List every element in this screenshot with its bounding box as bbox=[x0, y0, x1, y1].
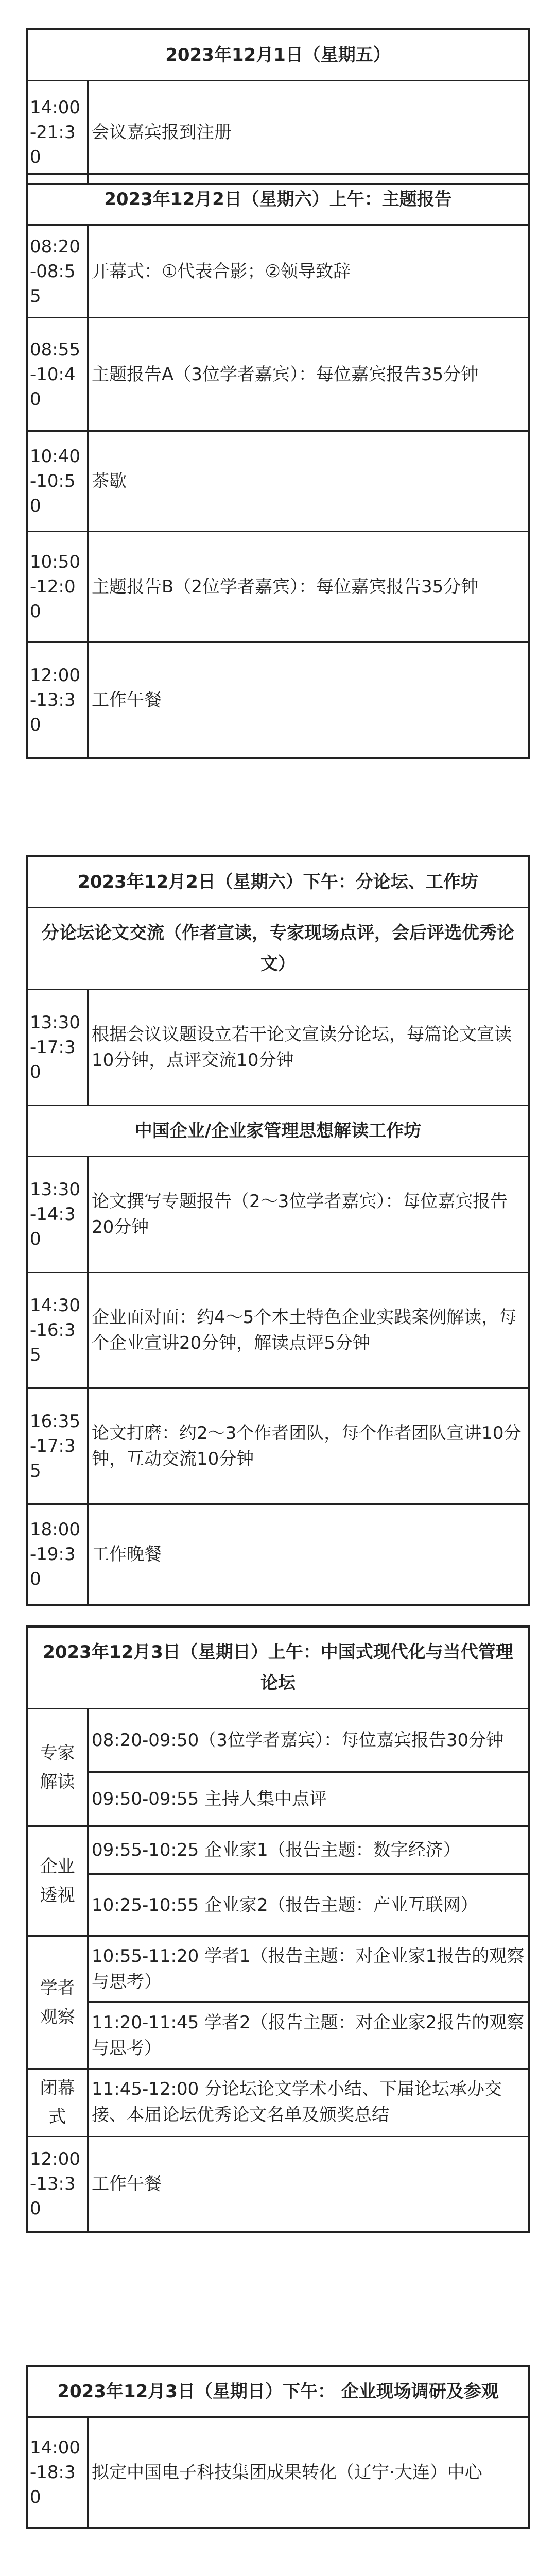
agenda-group bbox=[28, 2068, 528, 2136]
agenda-block-day3-am bbox=[26, 1625, 530, 2233]
group-item: 10:55-11:20 学者1（报告主题：对企业家1报告的观察与思考） bbox=[92, 1945, 525, 1992]
agenda-row bbox=[28, 641, 528, 757]
time-cell: 13:30-17:30 bbox=[28, 990, 89, 1105]
section-header: 2023年12月1日（星期五） bbox=[165, 45, 391, 65]
section-header: 2023年12月3日（星期日）下午： 企业现场调研及参观 bbox=[57, 2381, 499, 2402]
time-cell: 12:00-13:30 bbox=[28, 643, 89, 757]
time-cell: 08:20-08:55 bbox=[28, 226, 89, 317]
content-cell: 论文撰写专题报告（2～3位学者嘉宾）：每位嘉宾报告20分钟 bbox=[92, 1191, 508, 1238]
content-cell: 企业面对面：约4～5个本土特色企业实践案例解读，每个企业宣讲20分钟，解读点评5分钟 bbox=[92, 1307, 517, 1353]
group-item: 11:20-11:45 学者2（报告主题：对企业家2报告的观察与思考） bbox=[89, 2001, 528, 2068]
group-items bbox=[89, 2070, 528, 2136]
time-cell: 14:30-16:35 bbox=[28, 1273, 89, 1387]
agenda-row bbox=[28, 224, 528, 317]
content-cell: 开幕式：①代表合影；②领导致辞 bbox=[92, 261, 351, 282]
group-label: 专家解读 bbox=[28, 1709, 89, 1825]
agenda-block-day3-pm bbox=[26, 2365, 530, 2529]
group-item: 11:45-12:00 分论坛论文学术小结、下届论坛承办交接、本届论坛优秀论文名单及颁奖总结 bbox=[92, 2078, 502, 2125]
time-cell: 14:00-18:30 bbox=[28, 2418, 89, 2527]
agenda-row bbox=[28, 1156, 528, 1272]
group-items bbox=[89, 1709, 528, 1825]
agenda-group bbox=[28, 1825, 528, 1935]
content-cell: 根据会议议题设立若干论文宣读分论坛，每篇论文宣读10分钟，点评交流10分钟 bbox=[92, 1024, 512, 1071]
section-header: 2023年12月2日（星期六）下午：分论坛、工作坊 bbox=[78, 872, 478, 892]
group-item: 09:50-09:55 主持人集中点评 bbox=[89, 1771, 528, 1825]
time-cell: 08:55-10:40 bbox=[28, 318, 89, 430]
agenda-row bbox=[28, 430, 528, 531]
content-cell: 工作晚餐 bbox=[92, 1544, 162, 1565]
group-items bbox=[89, 1827, 528, 1935]
content-cell: 工作午餐 bbox=[92, 690, 162, 710]
time-cell: 12:00-13:30 bbox=[28, 2137, 89, 2231]
time-cell: 16:35-17:35 bbox=[28, 1389, 89, 1503]
content-cell: 工作午餐 bbox=[92, 2174, 162, 2194]
group-item: 09:55-10:25 企业家1（报告主题：数字经济） bbox=[92, 1840, 461, 1860]
group-label: 企业透视 bbox=[28, 1827, 89, 1935]
group-item: 08:20-09:50（3位学者嘉宾）：每位嘉宾报告30分钟 bbox=[92, 1730, 504, 1751]
agenda-group bbox=[28, 1708, 528, 1825]
agenda-row bbox=[28, 531, 528, 641]
agenda-row bbox=[28, 2136, 528, 2231]
group-label: 闭幕式 bbox=[28, 2070, 89, 2136]
group-label: 学者观察 bbox=[28, 1937, 89, 2068]
group-items bbox=[89, 1937, 528, 2068]
agenda-row bbox=[28, 1503, 528, 1604]
section-header: 2023年12月2日（星期六）上午：主题报告 bbox=[104, 189, 452, 210]
time-cell: 10:50-12:00 bbox=[28, 532, 89, 641]
agenda-block-day2-am bbox=[26, 173, 530, 759]
subsection-header: 中国企业/企业家管理思想解读工作坊 bbox=[28, 1105, 528, 1156]
content-cell: 主题报告B（2位学者嘉宾）：每位嘉宾报告35分钟 bbox=[92, 577, 479, 597]
agenda-row bbox=[28, 1272, 528, 1387]
content-cell: 论文打磨：约2～3个作者团队，每个作者团队宣讲10分钟，互动交流10分钟 bbox=[92, 1423, 522, 1469]
time-cell: 10:40-10:50 bbox=[28, 432, 89, 531]
time-cell: 18:00-19:30 bbox=[28, 1505, 89, 1604]
content-cell: 茶歇 bbox=[92, 471, 127, 492]
agenda-row bbox=[28, 80, 528, 183]
agenda-block-day2-pm bbox=[26, 855, 530, 1606]
agenda-row bbox=[28, 1387, 528, 1503]
agenda-row bbox=[28, 2416, 528, 2527]
time-cell: 13:30-14:30 bbox=[28, 1157, 89, 1272]
content-cell: 会议嘉宾报到注册 bbox=[92, 122, 232, 143]
agenda-row bbox=[28, 989, 528, 1105]
group-item: 10:25-10:55 企业家2（报告主题：产业互联网） bbox=[89, 1873, 528, 1935]
section-header: 2023年12月3日（星期日）上午：中国式现代化与当代管理论坛 bbox=[43, 1642, 513, 1693]
subsection-header: 分论坛论文交流（作者宣读，专家现场点评，会后评选优秀论文） bbox=[28, 907, 528, 989]
agenda-group bbox=[28, 1935, 528, 2068]
agenda-block-day1 bbox=[26, 28, 530, 185]
content-cell: 主题报告A（3位学者嘉宾）：每位嘉宾报告35分钟 bbox=[92, 364, 479, 385]
time-cell: 14:00-21:30 bbox=[28, 81, 89, 183]
content-cell: 拟定中国电子科技集团成果转化（辽宁·大连）中心 bbox=[92, 2462, 482, 2483]
agenda-row bbox=[28, 317, 528, 430]
